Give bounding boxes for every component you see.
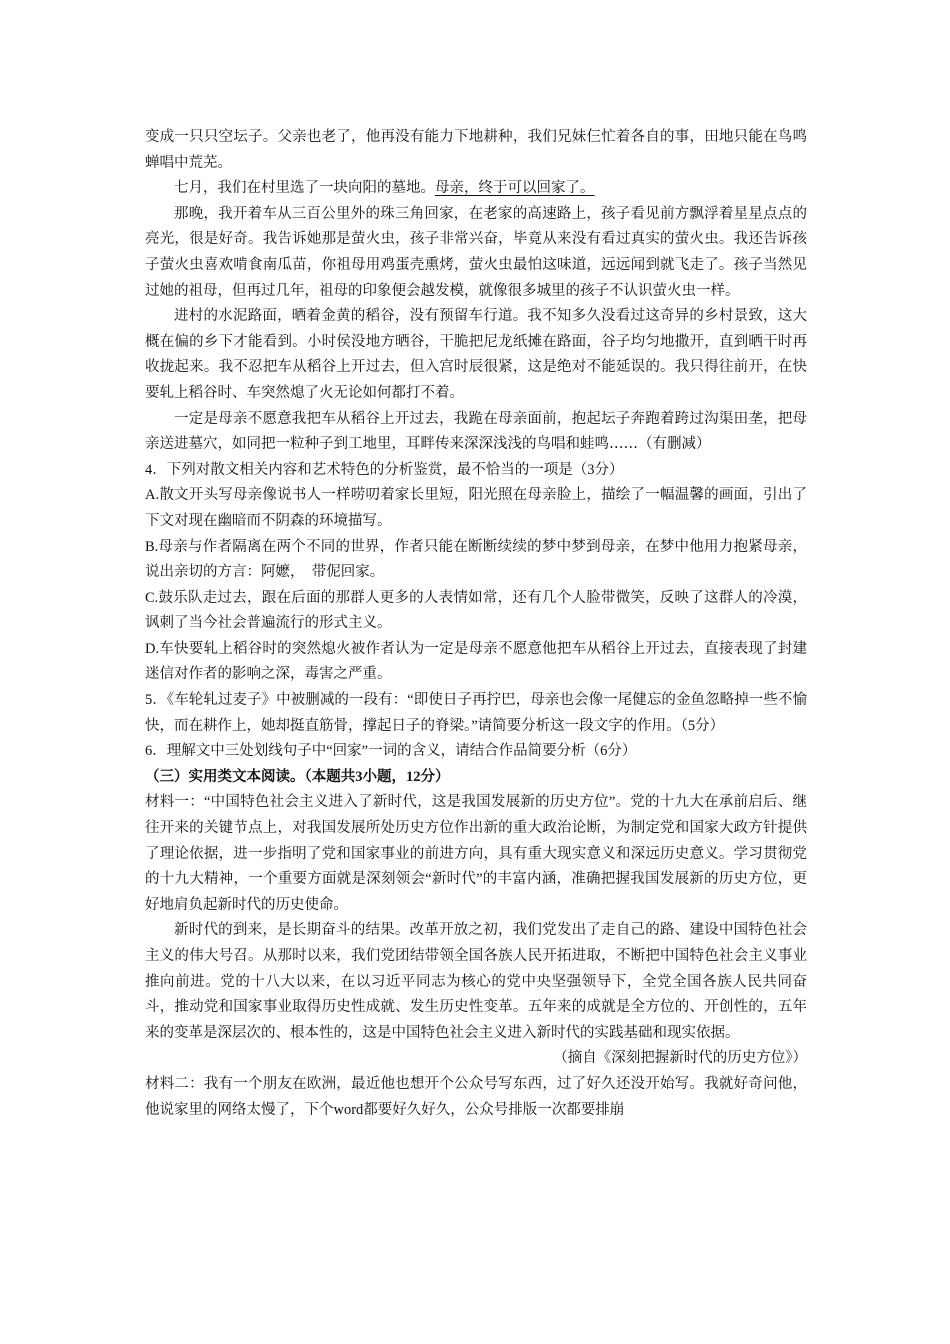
material-1-source: （摘自《深刻把握新时代的历史方位》）: [553, 1050, 807, 1067]
essay-paragraph-3: 那晚，我开着车从三百公里外的珠三角回家，在老家的高速路上，孩子看见前方飘浮着星星点点的亮光，很是好奇。我告诉她那是萤火虫，孩子非常兴奋，毕竟从来没有看过真实的萤火虫。我还告诉孩子萤火虫喜欢啃食南瓜苗，你祖母用鸡蛋壳熏烤，萤火虫最怕这味道，远远闻到就飞走了。孩子当然见过她的祖母，但再过几年，祖母的印象便会越发模，就像很多城里的孩子不认识萤火虫一样。: [145, 205, 807, 299]
section-3-heading: （三）实用类文本阅读。（本题共3小题，12分）: [145, 768, 450, 785]
material-1-paragraph-2: 新时代的到来，是长期奋斗的结果。改革开放之初，我们党发出了走自己的路、建设中国特色社会主义的伟大号召。从那时以来，我们党团结带领全国各族人民开拓进取，不断把中国特色社会主义事业推向前进。党的十八大以来，在以习近平同志为核心的党中央坚强领导下，全党全国各族人民共同奋斗，推动党和国家事业取得历史性成就、发生历史性变革。五年来的成就是全方位的、开创性的，五年来的变革是深层次的、根本性的，这是中国特色社会主义进入新时代的实践基础和现实依据。: [145, 922, 807, 1041]
question-4-option-d: D.车快要轧上稻谷时的突然熄火被作者认为一定是母亲不愿意他把车从稻谷上开过去，直接表现了封建迷信对作者的影响之深，毒害之严重。: [145, 640, 807, 683]
essay-paragraph-4: 进村的水泥路面，晒着金黄的稻谷，没有预留车行道。我不知多久没看过这奇异的乡村景致，这大概在偏的乡下才能看到。小时侯没地方晒谷，干脆把尼龙纸摊在路面，谷子均匀地撒开，直到晒干时再收拢起来。我不忍把车从稻谷上开过去，但入宫时辰很紧，这是绝对不能延误的。我只得往前开，在快要轧上稻谷时、车突然熄了火无论如何都打不着。: [145, 308, 807, 401]
question-4-stem: 4．下列对散文相关内容和艺术特色的分析鉴赏，最不恰当的一项是（3分）: [145, 461, 624, 478]
essay-paragraph-2-text: 七月，我们在村里选了一块向阳的墓地。: [174, 180, 435, 197]
question-4-option-c: C.鼓乐队走过去，跟在后面的那群人更多的人表情如常，还有几个人脸带微笑，反映了这群人的冷漠，讽刺了当今社会普遍流行的形式主义。: [145, 589, 807, 632]
underlined-sentence: 母亲，终于可以回家了。: [435, 180, 595, 197]
question-4-option-b: B.母亲与作者隔离在两个不同的世界，作者只能在断断续续的梦中梦到母亲，在梦中他用力抱紧母亲，说出亲切的方言：阿嬷， 带伲回家。: [145, 538, 807, 581]
question-5: 5．《车轮轧过麦子》中被删减的一段有：“即使日子再拧巴，母亲也会像一尾健忘的金鱼忽略掉一些不愉快，而在耕作上，她却挺直筋骨，撑起日子的脊梁。”请简要分析这一段文字的作用。（5分）: [145, 692, 807, 734]
essay-paragraph-2: [145, 176, 807, 202]
document-page: [145, 125, 807, 1123]
material-2-paragraph-1: 材料二：我有一个朋友在欧洲，最近他也想开个公众号写东西，过了好久还没开始写。我就好奇问他，他说家里的网络太慢了，下个word都要好久好久，公众号排版一次都要排崩: [145, 1075, 807, 1118]
question-6: 6．理解文中三处划线句子中“回家”一词的含义，请结合作品简要分析（6分）: [145, 743, 637, 760]
essay-paragraph-1: 变成一只只空坛子。父亲也老了，他再没有能力下地耕种，我们兄妹仨忙着各自的事，田地只能在鸟鸣蝉唱中荒芜。: [145, 129, 807, 171]
essay-paragraph-5: 一定是母亲不愿意我把车从稻谷上开过去，我跪在母亲面前，抱起坛子奔跑着跨过沟渠田垄，把母亲送进墓穴，如同把一粒种子到工地里，耳畔传来深深浅浅的鸟唱和蛙鸣……（有删减）: [145, 410, 807, 453]
material-1-paragraph-1: 材料一：“中国特色社会主义进入了新时代，这是我国发展新的历史方位”。党的十九大在承前启后、继往开来的关键节点上，对我国发展所处历史方位作出新的重大政治论断，为制定党和国家大政方针提供了理论依据，进一步指明了党和国家事业的前进方向，具有重大现实意义和深远历史意义。学习贯彻党的十九大精神，一个重要方面就是深刻领会“新时代”的丰富内涵，准确把握我国发展新的历史方位，更好地肩负起新时代的历史使命。: [145, 794, 807, 913]
question-4-option-a: A.散文开头写母亲像说书人一样唠叨着家长里短，阳光照在母亲脸上，描绘了一幅温馨的画面，引出了下文对现在幽暗而不阴森的环境描写。: [145, 487, 807, 529]
